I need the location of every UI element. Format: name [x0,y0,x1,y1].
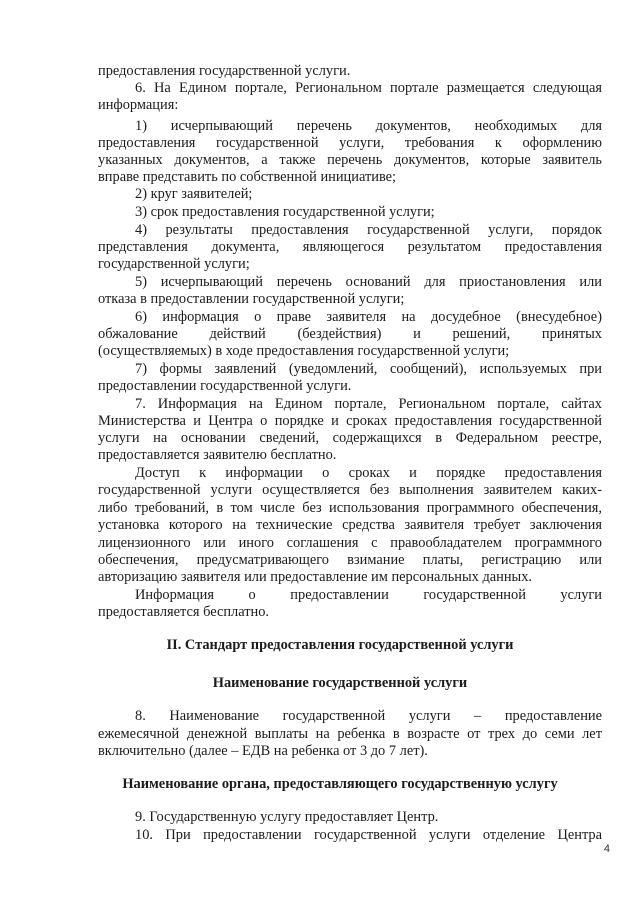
text-line: 3) срок предоставления государственной услуги; [135,204,435,220]
text-line: представления документа, являющегося результатом предоставления [98,239,602,255]
text-line: предоставления государственной услуги, требования к оформлению [98,135,602,151]
text-line: 2) круг заявителей; [135,186,253,202]
text-line: 10. При предоставлении государственной услуги отделение Центра [135,827,602,843]
text-line: предоставляется бесплатно. [98,604,270,620]
text-line: 1) исчерпывающий перечень документов, необходимых для [135,118,602,134]
text-line: авторизацию заявителя или предоставление им персональных данных. [98,569,533,585]
section-heading: II. Стандарт предоставления государственной услуги [166,637,514,653]
text-line: (осуществляемых) в ходе предоставления государственной услуги; [98,343,510,359]
text-line: установка которого на технические средства заявителя требует заключения [98,517,602,533]
text-line: государственной услуги; [98,256,250,272]
text-line: Министерства и Центра о порядке и сроках предоставления государственной [98,413,602,429]
text-line: ежемесячной денежной выплаты на ребенка в возрасте от трех до семи лет [98,726,602,742]
text-line: государственной услуги осуществляется без выполнения заявителем каких- [98,482,602,498]
text-line: 4) результаты предоставления государственной услуги, порядок [135,222,602,238]
page-number: 4 [603,843,610,855]
text-line: отказа в предоставлении государственной услуги; [98,291,405,307]
text-line: либо требований, в том числе без использования программного обеспечения, [98,500,602,516]
text-line: услуги на основании сведений, содержащихся в Федеральном реестре, [98,430,602,446]
text-line: 5) исчерпывающий перечень оснований для приостановления или [135,274,602,290]
text-line: 6) информация о праве заявителя на досудебное (внесудебное) [135,309,602,325]
text-line: включительно (далее – ЕДВ на ребенка от 3 до 7 лет). [98,743,428,759]
text-line: обжалование действий (бездействия) и решений, принятых [98,326,602,342]
text-line: 6. На Едином портале, Региональном портале размещается следующая [135,80,602,96]
text-line: Информация о предоставлении государственной услуги [135,587,602,603]
text-line: 7) формы заявлений (уведомлений, сообщений), используемых при [135,361,602,377]
text-line: 9. Государственную услугу предоставляет Центр. [135,809,439,825]
subsection-heading: Наименование органа, предоставляющего государственную услугу [122,776,558,792]
text-line: обеспечения, предусматривающего взимание платы, регистрацию или [98,552,602,568]
text-line: вправе представить по собственной инициативе; [98,169,397,185]
text-line: 8. Наименование государственной услуги – предоставление [135,708,602,724]
text-line: указанных документов, а также перечень документов, которые заявитель [98,152,602,168]
subsection-heading: Наименование государственной услуги [212,675,468,691]
text-line: Доступ к информации о сроках и порядке предоставления [135,465,602,481]
text-line: предоставляется заявителю бесплатно. [98,447,337,463]
text-line: предоставления государственной услуги. [98,63,351,79]
text-line: предоставлении государственной услуги. [98,378,352,394]
text-line: лицензионного или иного соглашения с правообладателем программного [98,535,602,551]
text-line: информация: [98,97,179,113]
text-line: 7. Информация на Едином портале, Региональном портале, сайтах [135,396,602,412]
